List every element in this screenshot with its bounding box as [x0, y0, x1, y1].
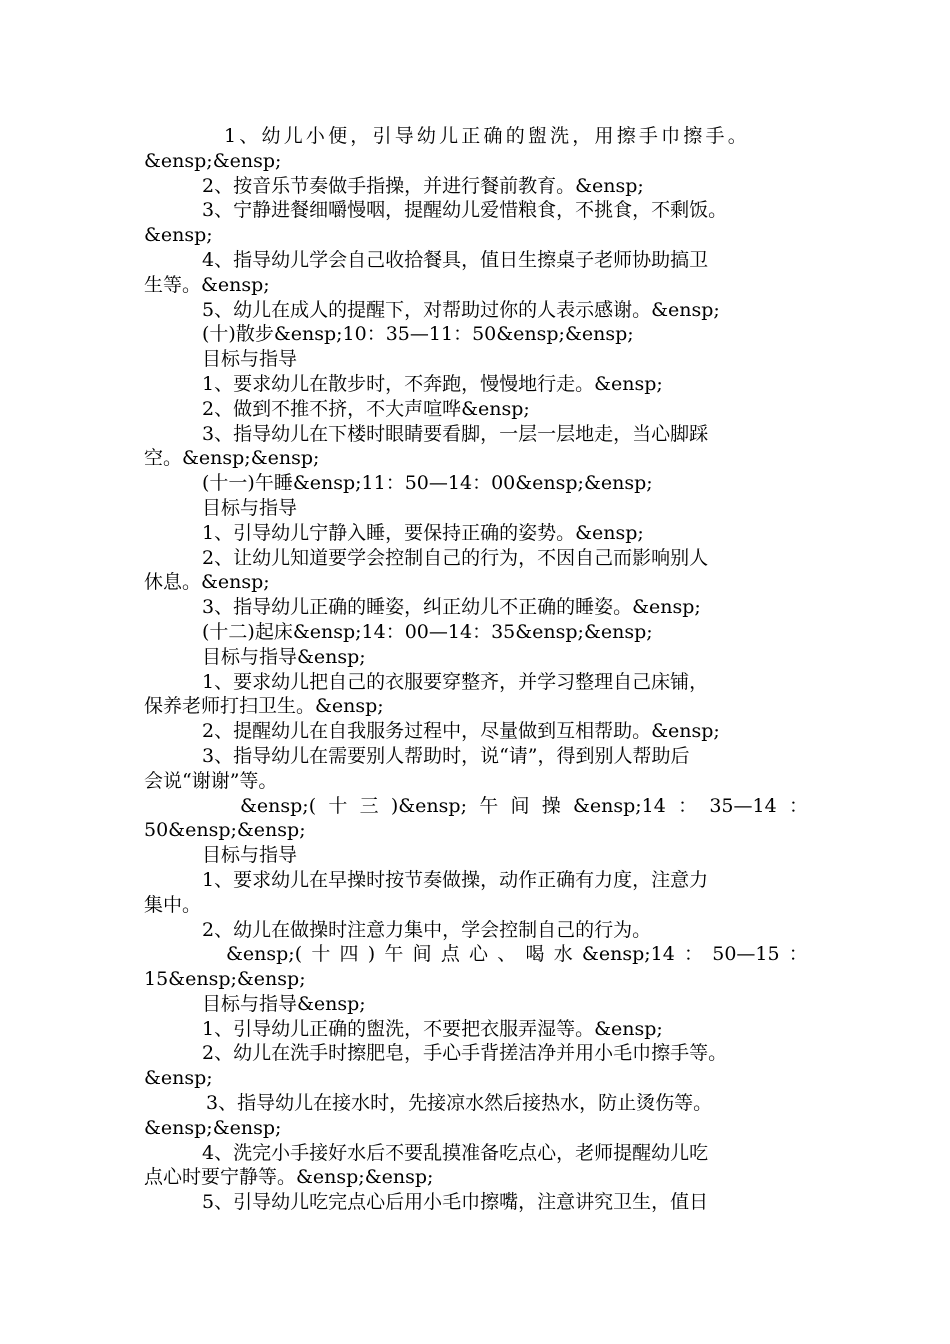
heading-part: ) [367, 943, 376, 966]
paragraph-line: 1、引导幼儿宁静入睡，要保持正确的姿势。&ensp; [202, 521, 644, 544]
heading-part: 十 [311, 943, 331, 966]
paragraph-line: 3、指导幼儿在需要别人帮助时，说“请”，得到别人帮助后 [202, 744, 690, 767]
paragraph-line: 2、做到不推不挤，不大声喧哗&ensp; [202, 397, 530, 420]
paragraph-line: 3、指导幼儿正确的睡姿，纠正幼儿不正确的睡姿。&ensp; [202, 596, 701, 619]
heading-part: ： [788, 943, 808, 966]
section-heading: (十)散步&ensp;10：35—11：50&ensp;&ensp; [202, 323, 634, 346]
heading-part: 点 [440, 943, 460, 966]
paragraph-line: 2、幼儿在做操时注意力集中，学会控制自己的行为。 [202, 918, 652, 941]
section-heading-justified [144, 942, 808, 967]
heading-part: &ensp;( [226, 943, 303, 966]
heading-part: 间 [510, 794, 530, 817]
heading-part: 午 [479, 794, 499, 817]
heading-part: &ensp;14 [572, 794, 666, 817]
paragraph-line: 1、幼儿小便，引导幼儿正确的盥洗，用擦手巾擦手。 [224, 125, 750, 147]
heading-part: 十 [328, 794, 348, 817]
paragraph-line: &ensp; [144, 1067, 213, 1090]
heading-part: 35—14 [709, 794, 777, 817]
heading-part: 四 [339, 943, 359, 966]
section-heading-justified [144, 794, 808, 819]
heading-part: 心 [469, 943, 489, 966]
paragraph-line: 1、要求幼儿在早操时按节奏做操，动作正确有力度，注意力 [202, 868, 709, 891]
paragraph-line: &ensp;&ensp; [144, 149, 282, 172]
paragraph-line: 2、提醒幼儿在自我服务过程中，尽量做到互相帮助。&ensp; [202, 720, 720, 743]
heading-part: 、 [497, 943, 517, 966]
paragraph-line: 空。&ensp;&ensp; [144, 447, 320, 470]
paragraph-line: 保养老师打扫卫生。&ensp; [144, 695, 384, 718]
paragraph-line: 3、指导幼儿在接水时，先接凉水然后接热水，防止烫伤等。 [206, 1092, 713, 1115]
paragraph-line: 集中。 [144, 893, 202, 916]
paragraph-line: 2、让幼儿知道要学会控制自己的行为，不因自己而影响别人 [202, 546, 709, 569]
paragraph-line: 3、宁静进餐细嚼慢咽，提醒幼儿爱惜粮食，不挑食，不剩饭。 [202, 199, 728, 222]
paragraph-line: &ensp;&ensp; [144, 1116, 282, 1139]
heading-part: 间 [412, 943, 432, 966]
heading-part: ： [788, 794, 808, 817]
heading-part: ： [678, 794, 698, 817]
paragraph-line: 休息。&ensp; [144, 571, 270, 594]
heading-part: 50—15 [712, 943, 780, 966]
heading-part: 喝 [525, 943, 545, 966]
paragraph-line: &ensp; [144, 224, 213, 247]
paragraph-line: 1、引导幼儿正确的盥洗，不要把衣服弄湿等。&ensp; [202, 1017, 663, 1040]
subheading: 目标与指导 [202, 496, 298, 519]
paragraph-line: 4、指导幼儿学会自己收拾餐具，值日生擦桌子老师协助搞卫 [202, 248, 709, 271]
paragraph-line: 50&ensp;&ensp; [144, 819, 306, 842]
heading-part: 午 [384, 943, 404, 966]
paragraph-line: 3、指导幼儿在下楼时眼睛要看脚，一层一层地走，当心脚踩 [202, 422, 709, 445]
paragraph-line: 1、要求幼儿把自己的衣服要穿整齐，并学习整理自己床铺， [202, 670, 709, 693]
paragraph-line: 5、引导幼儿吃完点心后用小毛巾擦嘴，注意讲究卫生，值日 [202, 1191, 709, 1214]
heading-part: )&ensp; [390, 794, 467, 817]
paragraph-line: 2、幼儿在洗手时擦肥皂，手心手背搓洁净并用小毛巾擦手等。 [202, 1042, 728, 1065]
paragraph-line: 15&ensp;&ensp; [144, 968, 306, 991]
paragraph-line: 生等。&ensp; [144, 273, 270, 296]
paragraph-line: 点心时要宁静等。&ensp;&ensp; [144, 1166, 434, 1189]
document-body [144, 124, 808, 1215]
paragraph-line: 会说“谢谢”等。 [144, 769, 278, 792]
heading-part: 操 [541, 794, 561, 817]
subheading: 目标与指导 [202, 348, 298, 371]
heading-part: &ensp;( [240, 794, 317, 817]
subheading: 目标与指导&ensp; [202, 645, 366, 668]
paragraph-line: 4、洗完小手接好水后不要乱摸准备吃点心，老师提醒幼儿吃 [202, 1141, 709, 1164]
paragraph-line: 5、幼儿在成人的提醒下，对帮助过你的人表示感谢。&ensp; [202, 298, 720, 321]
heading-part: &ensp;14 [581, 943, 675, 966]
section-heading: (十一)午睡&ensp;11：50—14：00&ensp;&ensp; [202, 472, 653, 495]
heading-part: 水 [553, 943, 573, 966]
heading-part: 三 [359, 794, 379, 817]
heading-part: ： [684, 943, 704, 966]
subheading: 目标与指导 [202, 844, 298, 867]
paragraph-line: 2、按音乐节奏做手指操，并进行餐前教育。&ensp; [202, 174, 644, 197]
subheading: 目标与指导&ensp; [202, 992, 366, 1015]
paragraph-line: 1、要求幼儿在散步时，不奔跑，慢慢地行走。&ensp; [202, 372, 663, 395]
section-heading: (十二)起床&ensp;14：00—14：35&ensp;&ensp; [202, 620, 653, 643]
